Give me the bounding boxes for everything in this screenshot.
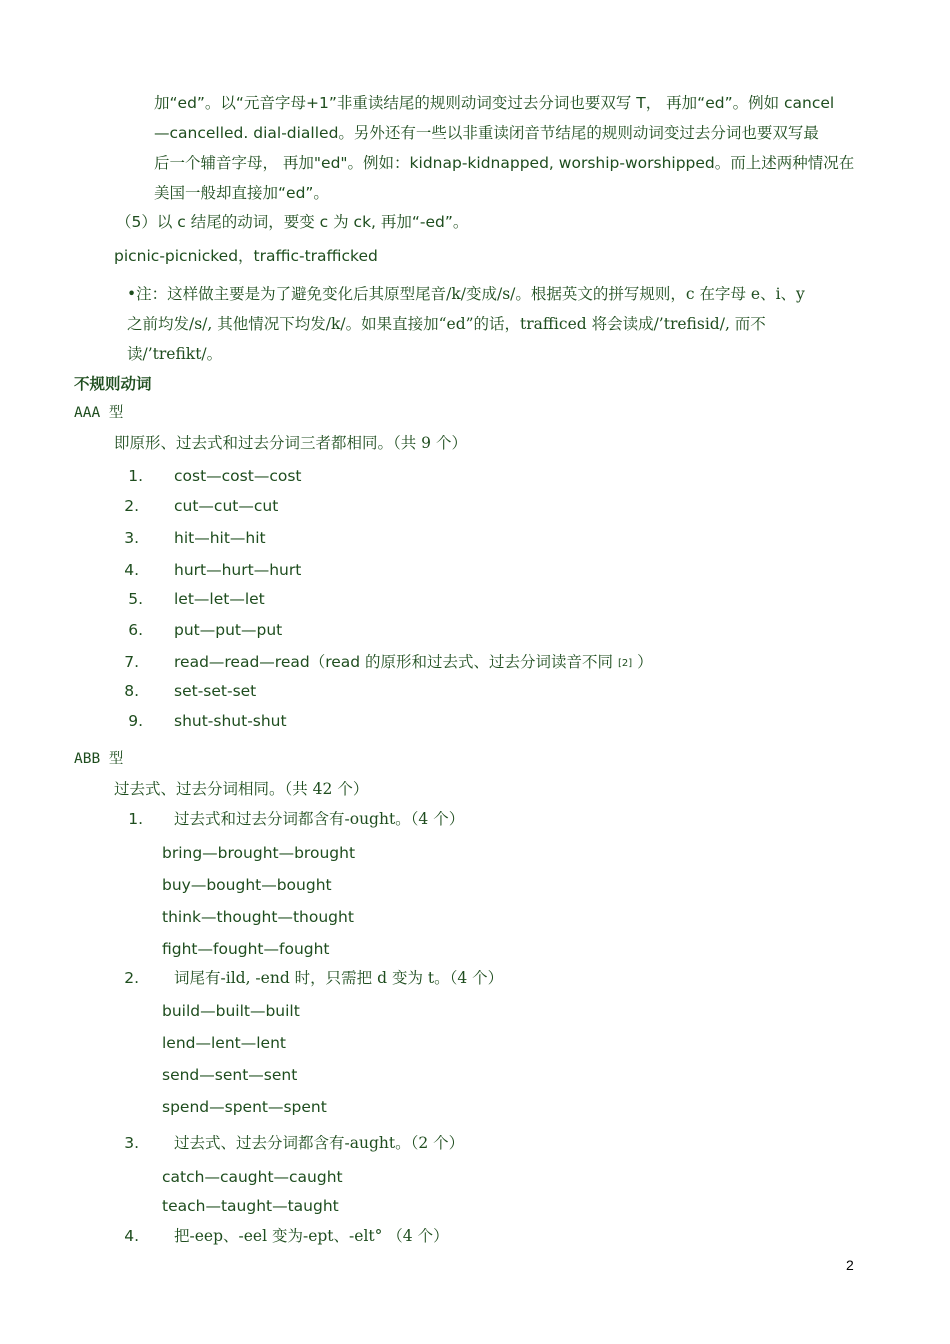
intro-line-3: 后一个辅音字母， 再加"ed"。例如：kidnap-kidnapped, worship-worshipped。而上述两种情况在 bbox=[154, 154, 855, 172]
irregular-verbs-heading: 不规则动词 bbox=[74, 375, 152, 393]
list-item-text: let—let—let bbox=[174, 590, 265, 608]
intro-line-2: —cancelled. dial-dialled。另外还有一些以非重读闭音节结尾的规则动词变过去分词也要双写最 bbox=[154, 124, 819, 142]
verb-forms: lend—lent—lent bbox=[162, 1034, 286, 1052]
list-item-text: shut-shut-shut bbox=[174, 712, 287, 730]
abb-heading: ABB 型 bbox=[74, 751, 124, 767]
list-item-number: 1. bbox=[128, 467, 143, 485]
verb-forms: send—sent—sent bbox=[162, 1066, 298, 1084]
list-item-tail: ） bbox=[637, 653, 653, 671]
rule-5-text: （5）以 c 结尾的动词，要变 c 为 ck, 再加“-ed”。 bbox=[116, 213, 469, 231]
list-item-text: set-set-set bbox=[174, 682, 257, 700]
group-number: 4. bbox=[124, 1227, 139, 1245]
aaa-description: 即原形、过去式和过去分词三者都相同。（共 9 个） bbox=[114, 434, 467, 452]
list-item-text: hurt—hurt—hurt bbox=[174, 561, 302, 579]
verb-forms: fight—fought—fought bbox=[162, 940, 330, 958]
rule-5-example: picnic-picnicked，traffic-trafficked bbox=[114, 247, 378, 265]
group-title: 词尾有-ild, -end 时，只需把 d 变为 t。（4 个） bbox=[174, 969, 504, 987]
note-line-1: •注：这样做主要是为了避免变化后其原型尾音/k/变成/s/。根据英文的拼写规则，c 在字母 e、i、y bbox=[127, 285, 805, 303]
verb-forms: build—built—built bbox=[162, 1002, 300, 1020]
aaa-heading: AAA 型 bbox=[74, 405, 124, 421]
group-number: 2. bbox=[124, 969, 139, 987]
verb-forms: bring—brought—brought bbox=[162, 844, 356, 862]
list-item-number: 9. bbox=[128, 712, 143, 730]
list-item-number: 3. bbox=[124, 529, 139, 547]
list-item-number: 7. bbox=[124, 653, 139, 671]
group-title: 把-eep、-eel 变为-ept、-elt° （4 个） bbox=[174, 1227, 449, 1245]
verb-forms: buy—bought—bought bbox=[162, 876, 332, 894]
note-line-3: 读/’trefikt/。 bbox=[127, 345, 223, 363]
verb-forms: teach—taught—taught bbox=[162, 1197, 339, 1215]
group-number: 1. bbox=[128, 810, 143, 828]
verb-forms: spend—spent—spent bbox=[162, 1098, 327, 1116]
list-item-number: 2. bbox=[124, 497, 139, 515]
list-item-text: read—read—read（read 的原形和过去式、过去分词读音不同 bbox=[174, 653, 614, 671]
list-item-text-wrap bbox=[174, 652, 653, 674]
note-line-2: 之前均发/s/, 其他情况下均发/k/。如果直接加“ed”的话，trafficed 将会读成/’trefisid/, 而不 bbox=[127, 315, 766, 333]
verb-forms: think—thought—thought bbox=[162, 908, 354, 926]
list-item-number: 6. bbox=[128, 621, 143, 639]
list-item-number: 4. bbox=[124, 561, 139, 579]
group-title: 过去式、过去分词都含有-aught。（2 个） bbox=[174, 1134, 465, 1152]
intro-line-4: 美国一般却直接加“ed”。 bbox=[154, 184, 329, 202]
group-number: 3. bbox=[124, 1134, 139, 1152]
intro-line-1: 加“ed”。以“元音字母+1”非重读结尾的规则动词变过去分词也要双写 T， 再加“ed”。例如 cancel bbox=[154, 94, 835, 112]
list-item-text: put—put—put bbox=[174, 621, 283, 639]
list-item-number: 5. bbox=[128, 590, 143, 608]
footnote-reference[interactable]: [2] bbox=[618, 658, 633, 669]
page-number: 2 bbox=[846, 1257, 854, 1273]
abb-description: 过去式、过去分词相同。（共 42 个） bbox=[114, 780, 369, 798]
group-title: 过去式和过去分词都含有-ought。（4 个） bbox=[174, 810, 465, 828]
list-item-text: cost—cost—cost bbox=[174, 467, 302, 485]
verb-forms: catch—caught—caught bbox=[162, 1168, 343, 1186]
list-item-text: hit—hit—hit bbox=[174, 529, 266, 547]
list-item-text: cut—cut—cut bbox=[174, 497, 279, 515]
list-item-number: 8. bbox=[124, 682, 139, 700]
